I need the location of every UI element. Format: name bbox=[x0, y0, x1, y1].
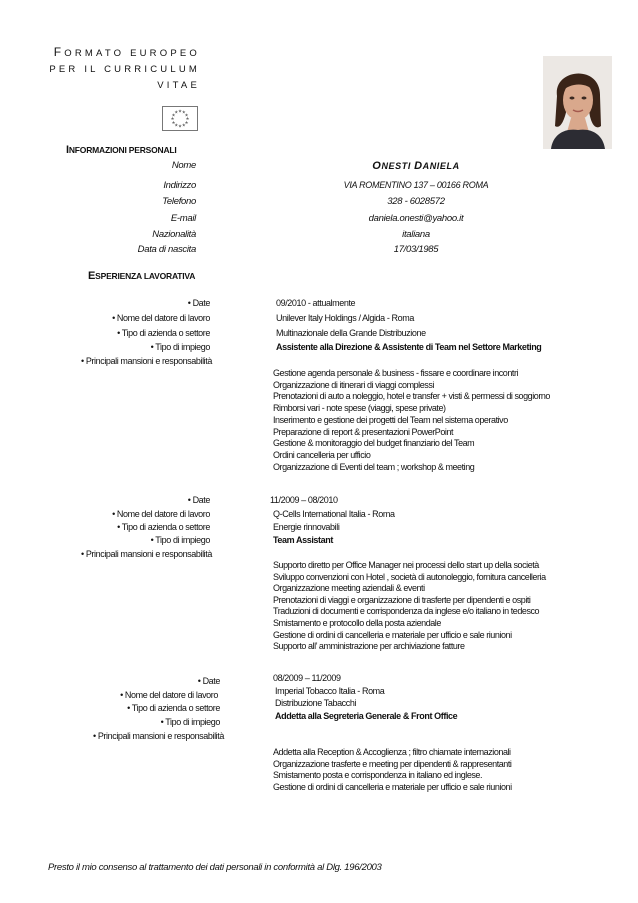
duty-line: Traduzioni di documenti e corrispondenza da inglese e/o italiano in tedesco bbox=[273, 606, 540, 617]
eu-star-icon: ★ bbox=[181, 122, 186, 128]
duty-line: Organizzazione trasferte e meeting per dipendenti & rappresentanti bbox=[273, 758, 512, 769]
job-1-employer: Unilever Italy Holdings / Algida - Roma bbox=[276, 313, 414, 323]
job-3-label-role: • Tipo di impiego bbox=[160, 717, 220, 727]
duty-line: Supporto all’ amministrazione per archiviazione fatture bbox=[273, 641, 465, 652]
job-2-role: Team Assistant bbox=[273, 535, 333, 545]
duty-line: Ordini cancelleria per ufficio bbox=[273, 449, 371, 460]
job-1-role: Assistente alla Direzione & Assistente di Team nel Settore Marketing bbox=[276, 342, 542, 352]
title-line-2: PER IL CURRICULUM bbox=[49, 64, 200, 75]
job-3-label-employer: • Nome del datore di lavoro bbox=[120, 690, 218, 700]
job-2-employer: Q-Cells International Italia - Roma bbox=[273, 509, 395, 519]
duty-line: Organizzazione di itinerari di viaggi complessi bbox=[273, 379, 434, 390]
value-nationality: italiana bbox=[402, 229, 430, 240]
job-2-label-duties: • Principali mansioni e responsabilità bbox=[80, 549, 212, 559]
value-email: daniela.onesti@yahoo.it bbox=[368, 213, 464, 224]
profile-photo bbox=[543, 56, 612, 149]
job-1-label-duties: • Principali mansioni e responsabilità bbox=[80, 356, 212, 366]
duty-line: Gestione agenda personale & business - fissare e coordinare incontri bbox=[273, 368, 519, 378]
experience-heading: ESPERIENZA LAVORATIVA bbox=[88, 270, 196, 282]
job-1-label-employer: • Nome del datore di lavoro bbox=[112, 313, 210, 323]
job-1-label-date: • Date bbox=[187, 298, 210, 308]
job-1-label-role: • Tipo di impiego bbox=[150, 342, 210, 352]
duty-line: Gestione di ordini di cancelleria e materiale per ufficio e sale riunioni bbox=[273, 629, 512, 640]
duty-line: Smistamento posta e corrispondenza in italiano ed inglese. bbox=[273, 770, 483, 781]
duty-line: Organizzazione di Eventi del team ; workshop & meeting bbox=[273, 461, 475, 472]
personal-info-heading: INFORMAZIONI PERSONALI bbox=[66, 144, 177, 156]
eu-star-icon: ★ bbox=[185, 116, 190, 122]
duty-line: Organizzazione meeting aziendali & eventi bbox=[273, 583, 425, 594]
eu-star-icon: ★ bbox=[181, 109, 186, 115]
eu-star-icon: ★ bbox=[177, 123, 183, 129]
label-name: Nome bbox=[171, 160, 196, 171]
duty-line: Smistamento e protocollo della posta aziendale bbox=[273, 618, 441, 628]
duty-line: Inserimento e gestione dei progetti del Team nel sistema operativo bbox=[273, 414, 508, 425]
title-line-1: FORMATO EUROPEO bbox=[53, 45, 200, 59]
duty-line: Prenotazioni di auto a noleggio, hotel e transfer + visti & permessi di soggiorno bbox=[273, 391, 550, 402]
job-3-employer: Imperial Tobacco Italia - Roma bbox=[275, 686, 385, 696]
job-2-label-date: • Date bbox=[187, 495, 210, 505]
label-nationality: Nazionalità bbox=[152, 229, 196, 240]
value-phone: 328 - 6028572 bbox=[387, 196, 445, 207]
job-2-date: 11/2009 – 08/2010 bbox=[270, 495, 338, 505]
duty-line: Gestione di ordini di cancelleria e materiale per ufficio e sale riunioni bbox=[273, 782, 512, 793]
eu-star-icon: ★ bbox=[184, 119, 189, 125]
eu-star-icon: ★ bbox=[177, 108, 183, 114]
value-address: VIA ROMENTINO 137 – 00166 ROMA bbox=[343, 180, 489, 190]
eu-star-icon: ★ bbox=[174, 109, 179, 115]
job-1-date: 09/2010 - attualmente bbox=[276, 298, 356, 308]
job-3-date: 08/2009 – 11/2009 bbox=[273, 673, 341, 683]
duty-line: Rimborsi vari - note spese (viaggi, spese private) bbox=[273, 403, 446, 414]
job-2-type: Energie rinnovabili bbox=[273, 522, 340, 532]
duty-line: Prenotazioni di viaggi e organizzazione di trasferte per dipendenti e ospiti bbox=[273, 594, 531, 605]
duty-line: Gestione & monitoraggio del budget finanziario del Team bbox=[273, 438, 475, 449]
title-line-3: VITAE bbox=[157, 80, 200, 91]
value-name: ONESTI DANIELA bbox=[372, 160, 460, 172]
label-phone: Telefono bbox=[162, 196, 196, 207]
job-3-label-date: • Date bbox=[197, 676, 220, 686]
job-1-label-type: • Tipo di azienda o settore bbox=[117, 328, 210, 338]
duty-line: Addetta alla Reception & Accoglienza ; filtro chiamate internazionali bbox=[273, 747, 511, 757]
value-birthdate: 17/03/1985 bbox=[393, 244, 439, 255]
job-2-label-role: • Tipo di impiego bbox=[150, 535, 210, 545]
label-address: Indirizzo bbox=[163, 180, 196, 191]
job-3-role: Addetta alla Segreteria Generale & Front Office bbox=[275, 711, 458, 721]
eu-star-icon: ★ bbox=[171, 112, 176, 118]
job-3-label-type: • Tipo di azienda o settore bbox=[127, 703, 220, 713]
job-3-type: Distribuzione Tabacchi bbox=[275, 698, 357, 708]
eu-star-icon: ★ bbox=[170, 116, 175, 122]
job-1-type: Multinazionale della Grande Distribuzione bbox=[276, 328, 426, 338]
eu-star-icon: ★ bbox=[184, 112, 189, 118]
consent-footer: Presto il mio consenso al trattamento dei dati personali in conformità al Dlg. 196/2003 bbox=[48, 862, 382, 873]
label-email: E-mail bbox=[170, 213, 196, 224]
duty-line: Preparazione di report & presentazioni PowerPoint bbox=[273, 426, 454, 437]
eu-flag-icon bbox=[162, 106, 198, 131]
label-birthdate: Data di nascita bbox=[137, 244, 196, 255]
duty-line: Supporto diretto per Office Manager nei processi dello start up della società bbox=[273, 560, 539, 570]
duty-line: Sviluppo convenzioni con Hotel , società di autonoleggio, fornitura cancelleria bbox=[273, 571, 546, 582]
eu-star-icon: ★ bbox=[171, 119, 176, 125]
job-2-label-employer: • Nome del datore di lavoro bbox=[112, 509, 210, 519]
eu-star-icon: ★ bbox=[174, 122, 179, 128]
job-2-label-type: • Tipo di azienda o settore bbox=[117, 522, 210, 532]
job-3-label-duties: • Principali mansioni e responsabilità bbox=[92, 731, 224, 741]
cv-title bbox=[40, 44, 200, 94]
